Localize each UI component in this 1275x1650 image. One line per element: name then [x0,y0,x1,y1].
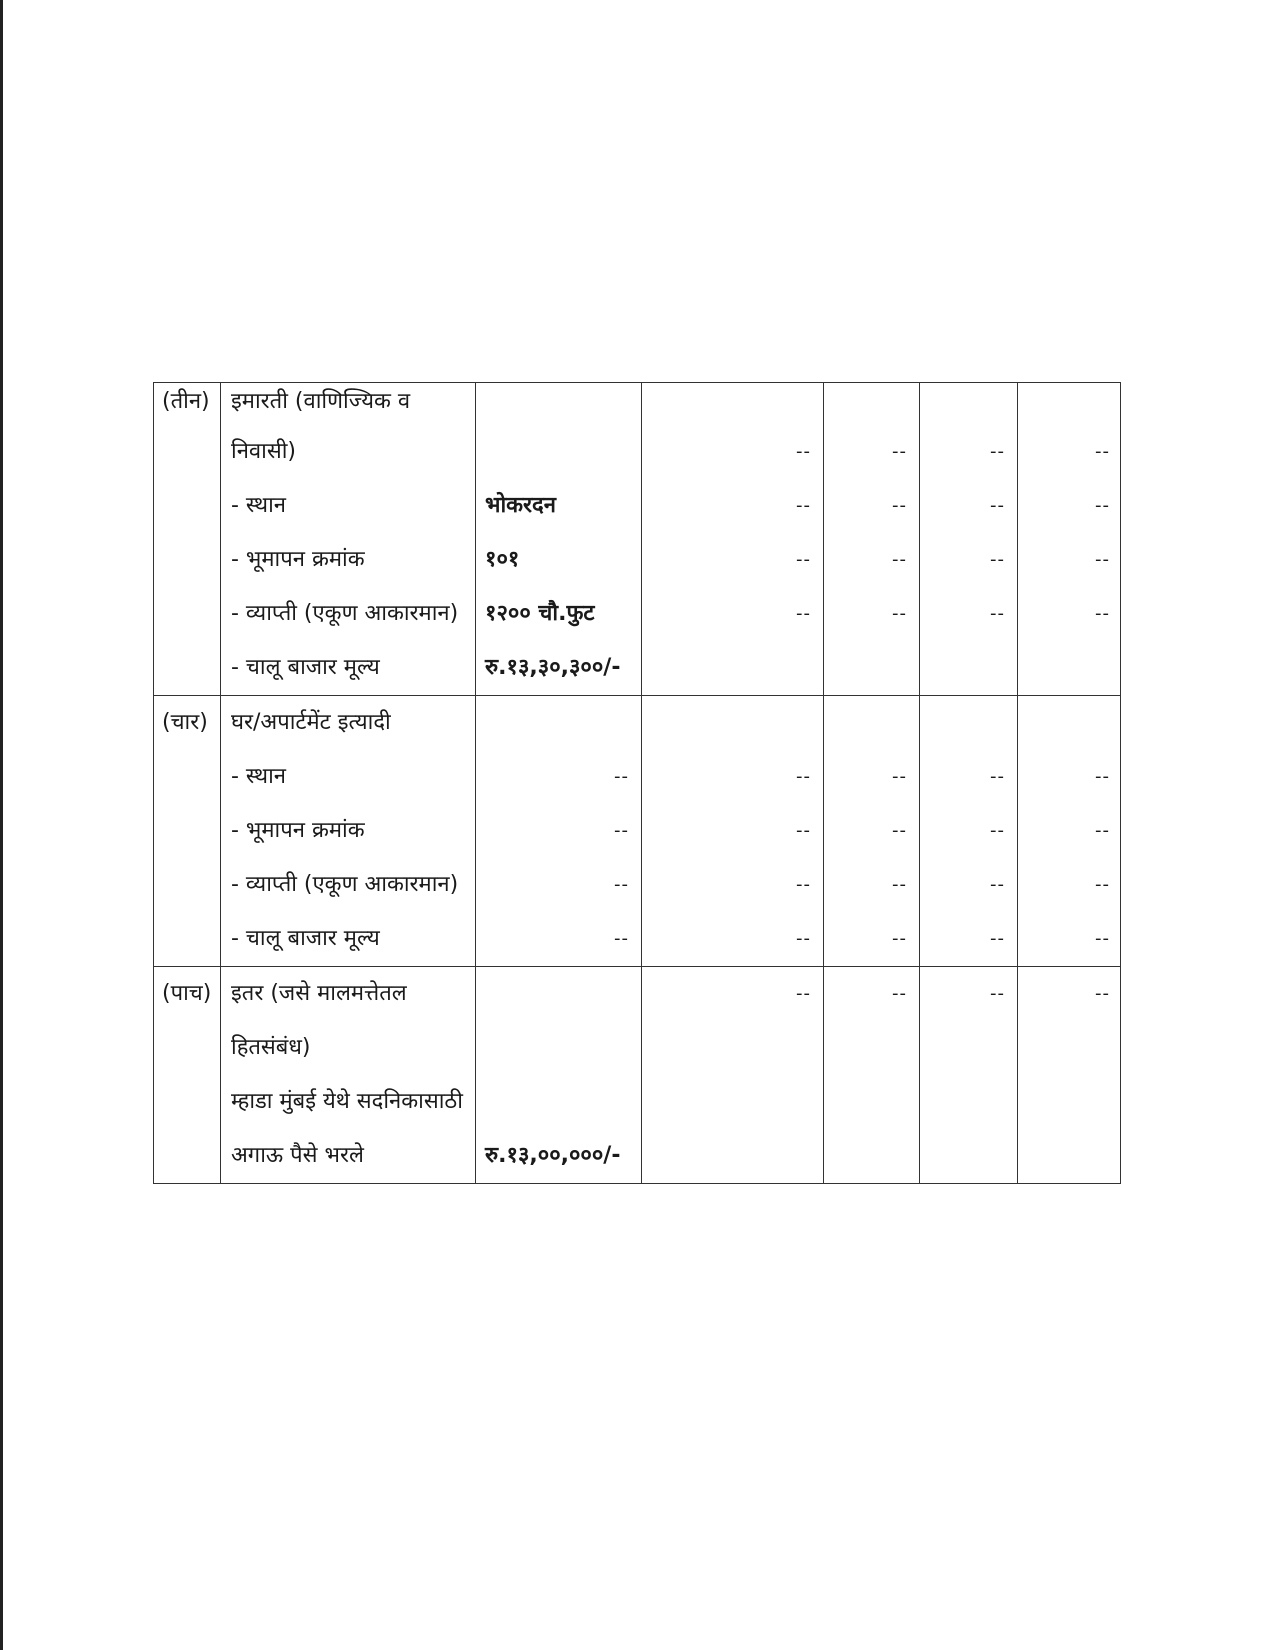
dash-line: -- [796,495,811,516]
dash-line [920,641,1017,695]
page-left-edge [0,0,3,1650]
description-line: - स्थान [231,764,287,789]
dash-line [642,383,823,425]
dash-line: -- [990,766,1005,787]
section-number: (चार) [162,710,208,735]
value-line [476,967,641,1021]
dash-line: -- [892,766,907,787]
dash-line: -- [796,549,811,570]
value-cell [475,696,641,966]
dash-line: -- [1095,983,1110,1004]
description-line: - स्थान [231,493,287,518]
value-line [476,1075,641,1129]
dash-line: -- [1095,549,1110,570]
status-column-cell [919,383,1017,695]
dash-line: -- [892,603,907,624]
description-line: - भूमापन क्रमांक [231,818,365,843]
dash-line: -- [1095,928,1110,949]
dash-line: -- [1095,820,1110,841]
dash-line: -- [796,820,811,841]
dash-line: -- [990,928,1005,949]
dash-line: -- [990,983,1005,1004]
dash-line [642,1075,823,1129]
dash-line: -- [1095,603,1110,624]
status-column-cell [919,967,1017,1183]
dash-line: -- [990,549,1005,570]
status-column-cell [823,696,919,966]
dash-line [920,1129,1017,1183]
dash-line: -- [892,928,907,949]
dash-line: -- [990,495,1005,516]
dash-line: -- [892,983,907,1004]
dash-line: -- [1095,495,1110,516]
section-number-cell [154,383,220,695]
description-line: अगाऊ पैसे भरले [231,1143,364,1168]
description-cell [220,696,475,966]
value-line [476,1021,641,1075]
dash-line [642,641,823,695]
status-column-cell [641,696,823,966]
dash-line [920,1021,1017,1075]
value-line: १०१ [485,547,520,572]
dash-line: -- [1095,766,1110,787]
section-number: (तीन) [162,389,210,414]
dash-line [1018,1075,1122,1129]
dash-line: -- [990,441,1005,462]
dash-line [824,1129,919,1183]
dash-line [920,1075,1017,1129]
value-line: १२०० चौ.फुट [485,601,595,626]
description-line: इमारती (वाणिज्यिक व [231,389,411,414]
dash-line: -- [796,441,811,462]
table-section [154,966,1120,1183]
section-number-cell [154,967,220,1183]
table-section [154,695,1120,966]
description-line: - भूमापन क्रमांक [231,547,365,572]
description-cell [220,383,475,695]
status-column-cell [919,696,1017,966]
section-number: (पाच) [162,981,212,1006]
value-line [476,696,641,750]
value-line: -- [614,928,629,949]
status-column-cell [1017,696,1122,966]
dash-line [642,696,823,750]
status-column-cell [641,967,823,1183]
dash-line: -- [990,603,1005,624]
status-column-cell [823,967,919,1183]
dash-line: -- [892,820,907,841]
dash-line [1018,383,1122,425]
description-cell [220,967,475,1183]
description-line: निवासी) [231,439,296,464]
description-line: म्हाडा मुंबई येथे सदनिकासाठी [231,1089,463,1114]
dash-line: -- [796,874,811,895]
dash-line [824,1075,919,1129]
dash-line [1018,696,1122,750]
dash-line: -- [796,983,811,1004]
description-line: - व्याप्ती (एकूण आकारमान) [231,872,459,897]
description-line: - चालू बाजार मूल्य [231,655,380,680]
status-column-cell [823,383,919,695]
description-line: इतर (जसे मालमत्तेतल [231,981,407,1006]
value-cell [475,967,641,1183]
status-column-cell [1017,383,1122,695]
value-line [476,383,641,425]
dash-line: -- [796,766,811,787]
dash-line: -- [990,874,1005,895]
assets-table [153,382,1121,1184]
dash-line: -- [892,874,907,895]
value-line: भोकरदन [485,493,556,518]
value-line: रु.१३,३०,३००/- [485,655,621,680]
status-column-cell [1017,967,1122,1183]
dash-line [920,383,1017,425]
dash-line [824,641,919,695]
dash-line [920,696,1017,750]
dash-line [642,1129,823,1183]
dash-line: -- [892,549,907,570]
dash-line: -- [796,928,811,949]
section-number-cell [154,696,220,966]
value-cell [475,383,641,695]
dash-line: -- [892,441,907,462]
value-line: -- [614,874,629,895]
dash-line: -- [1095,874,1110,895]
status-column-cell [641,383,823,695]
dash-line [824,383,919,425]
dash-line [642,1021,823,1075]
dash-line [1018,641,1122,695]
table-section [154,383,1120,695]
dash-line: -- [1095,441,1110,462]
dash-line [824,696,919,750]
value-line: -- [614,766,629,787]
dash-line: -- [892,495,907,516]
value-line: रु.१३,००,०००/- [485,1143,621,1168]
dash-line [1018,1129,1122,1183]
value-line: -- [614,820,629,841]
description-line: - चालू बाजार मूल्य [231,926,380,951]
dash-line: -- [796,603,811,624]
dash-line [824,1021,919,1075]
description-line: घर/अपार्टमेंट इत्यादी [231,710,391,735]
description-line: हितसंबंध) [231,1035,311,1060]
value-line [476,425,641,479]
description-line: - व्याप्ती (एकूण आकारमान) [231,601,459,626]
dash-line [1018,1021,1122,1075]
dash-line: -- [990,820,1005,841]
